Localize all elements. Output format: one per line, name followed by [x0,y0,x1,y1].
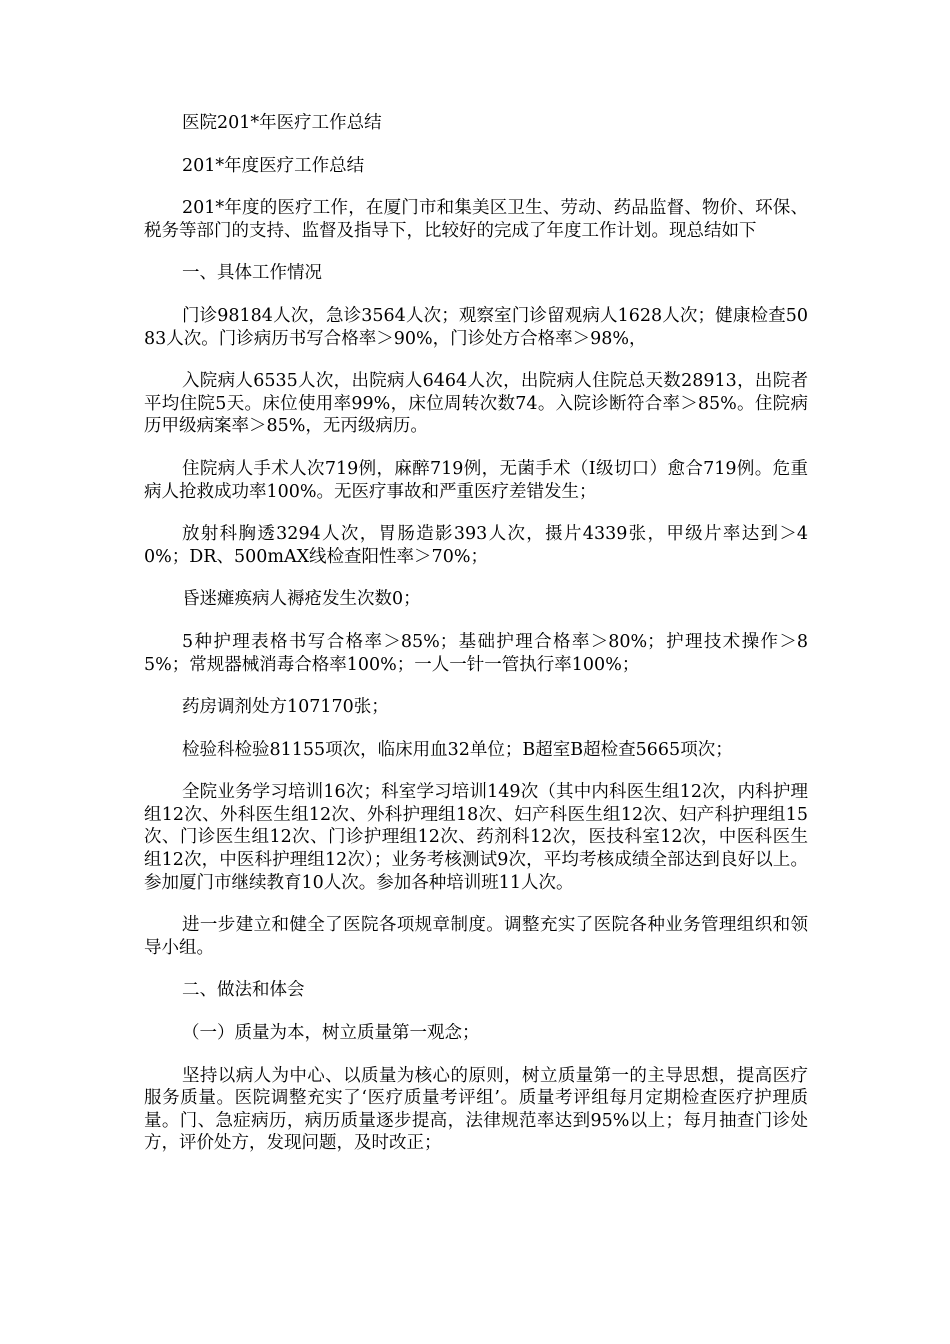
paragraph-radiology: 放射科胸透3294人次，胃肠造影393人次，摄片4339张，甲级片率达到＞40%；DR、500mAX线检查阳性率＞70%； [144,524,808,567]
section-heading-2: 二、做法和体会 [182,980,305,1001]
document-page [144,112,808,1175]
document-title: 医院201*年医疗工作总结 [182,113,382,133]
section-heading-1: 一、具体工作情况 [182,263,322,284]
paragraph-outpatient: 门诊98184人次，急诊3564人次；观察室门诊留观病人1628人次；健康检查5083人次。门诊病历书写合格率＞90%，门诊处方合格率＞98%， [144,305,808,349]
paragraph-intro: 201*年度的医疗工作，在厦门市和集美区卫生、劳动、药品监督、物价、环保、税务等部门的支持、监督及指导下，比较好的完成了年度工作计划。现总结如下 [144,198,808,241]
paragraph-laboratory: 检验科检验81155项次，临床用血32单位；B超室B超检查5665项次； [182,739,733,760]
subsection-heading-1: （一）质量为本，树立质量第一观念； [182,1023,480,1044]
paragraph-inpatient: 入院病人6535人次，出院病人6464人次，出院病人住院总天数28913，出院者平均住院5天。床位使用率99%，床位周转次数74。入院诊断符合率＞85%。住院病历甲级病案率＞85%，无丙级病历。 [144,371,808,437]
document-subtitle: 201*年度医疗工作总结 [182,155,365,176]
paragraph-bedsore: 昏迷瘫痪病人褥疮发生次数0； [182,589,421,610]
paragraph-training: 全院业务学习培训16次；科室学习培训149次（其中内科医生组12次，内科护理组12次、外科医生组12次、外科护理组18次、妇产科医生组12次、妇产科护理组15次、门诊医生组12次、门诊护理组12次、药剂科12次，医技科室12次，中医科医生组12次，中医科护理组12次）；业务考核测试9次，平均考核成绩全部达到良好以上。参加厦门市继续教育10人次。参加各种培训班11人次。 [144,782,808,893]
paragraph-nursing: 5种护理表格书写合格率＞85%；基础护理合格率＞80%；护理技术操作＞85%；常规器械消毒合格率100%；一人一针一管执行率100%； [144,631,808,675]
paragraph-regulations: 进一步建立和健全了医院各项规章制度。调整充实了医院各种业务管理组织和领导小组。 [144,915,808,958]
paragraph-pharmacy: 药房调剂处方107170张； [182,697,389,718]
paragraph-quality: 坚持以病人为中心、以质量为核心的原则，树立质量第一的主导思想，提高医疗服务质量。医院调整充实了‘医疗质量考评组’。质量考评组每月定期检查医疗护理质量。门、急症病历，病历质量逐步提高，法律规范率达到95%以上；每月抽查门诊处方，评价处方，发现问题，及时改正； [144,1065,808,1154]
paragraph-surgery: 住院病人手术人次719例，麻醉719例，无菌手术（Ⅰ级切口）愈合719例。危重病人抢救成功率100%。无医疗事故和严重医疗差错发生； [144,458,808,502]
